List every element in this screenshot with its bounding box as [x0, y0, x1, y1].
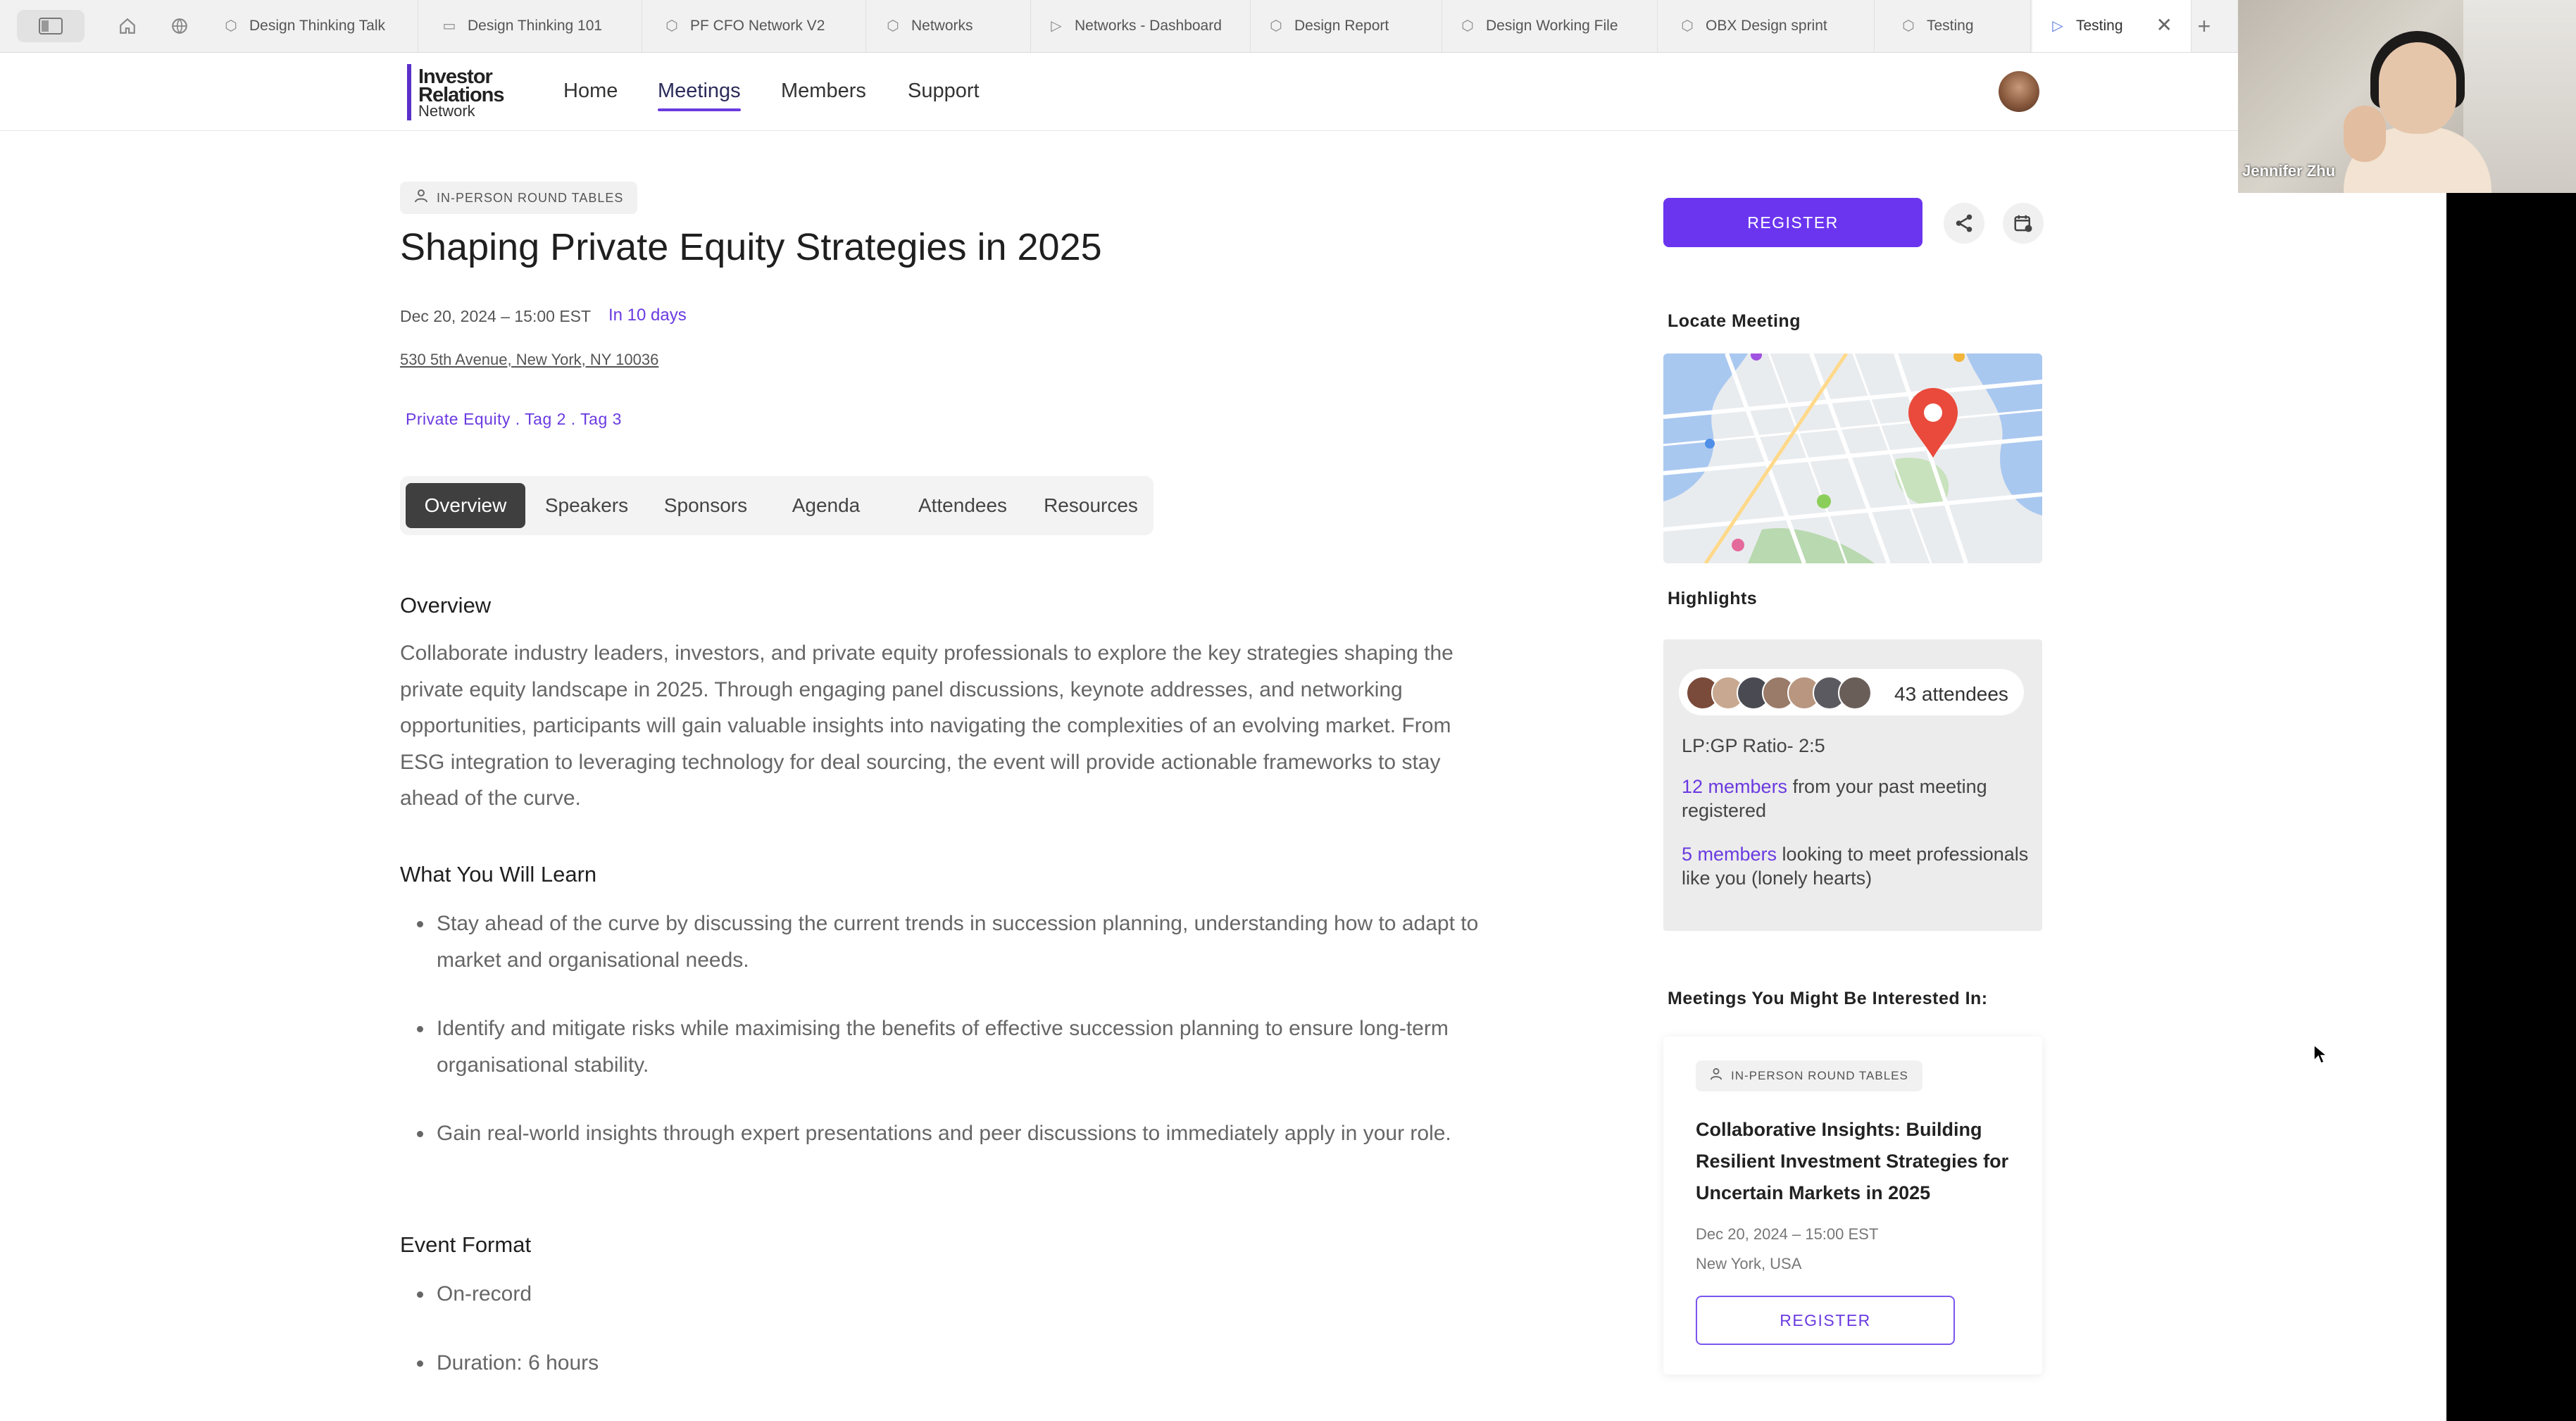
person-icon	[1710, 1068, 1722, 1084]
attendees-pill[interactable]	[1679, 669, 2024, 715]
tab-overview[interactable]: Overview	[406, 483, 525, 528]
logo-bar	[407, 64, 411, 120]
location-map[interactable]	[1663, 353, 2042, 563]
list-item: Gain real-world insights through expert presentations and peer discussions to immediately apply in your role.	[417, 1115, 1507, 1152]
list-item: Stay ahead of the curve by discussing the current trends in succession planning, understanding how to adapt to market and organisational needs.	[417, 906, 1507, 978]
nav-home[interactable]: Home	[563, 80, 618, 102]
calendar-add-icon[interactable]	[2003, 203, 2044, 244]
browser-tab-bar	[0, 0, 2446, 53]
nav-members[interactable]: Members	[781, 80, 866, 102]
event-countdown: In 10 days	[608, 306, 687, 325]
browser-tab[interactable]: ⬡ Design Working File	[1442, 0, 1658, 52]
new-tab-button[interactable]: +	[2197, 13, 2211, 39]
overview-paragraph: Collaborate industry leaders, investors, and private equity professionals to explore the key strategies shaping the private equity landscape in 2025. Through engaging panel discussions, keynote addresses, and networking opportunities, participants will gain valuable insights into navigating the complexities of an evolving market. From ESG integration to leveraging technology for deal sourcing, the event will provide actionable frameworks to stay ahead of the curve.	[400, 641, 1453, 810]
globe-icon[interactable]	[163, 10, 196, 42]
attendee-avatar	[1838, 676, 1872, 710]
video-participant	[2344, 106, 2386, 162]
tab-resources[interactable]: Resources	[1044, 494, 1138, 516]
comment-icon: ▭	[442, 18, 456, 34]
video-participant	[2379, 42, 2456, 134]
list-item: Identify and mitigate risks while maximising the benefits of effective succession planning to ensure long-term organisational stability.	[417, 1010, 1507, 1083]
play-icon: ▷	[2052, 18, 2063, 34]
tab-sponsors[interactable]: Sponsors	[663, 494, 748, 516]
register-button[interactable]: REGISTER	[1663, 198, 1922, 247]
content-tabs	[400, 476, 1153, 535]
browser-tab[interactable]: ▷ Networks - Dashboard	[1031, 0, 1251, 52]
list-item: Duration: 6 hours	[417, 1345, 1507, 1382]
highlights-card	[1663, 639, 2042, 931]
section-heading-format: Event Format	[400, 1232, 532, 1257]
looking-members-stat: 5 members looking to meet professionals like you (lonely hearts)	[1682, 844, 2029, 889]
video-call-thumbnail[interactable]	[2238, 0, 2576, 193]
event-date: Dec 20, 2024 – 15:00 EST	[400, 307, 592, 325]
nav-meetings[interactable]: Meetings	[658, 80, 741, 102]
browser-tab-active[interactable]: ▷ Testing ✕	[2032, 0, 2192, 52]
attendee-count: 43 attendees	[1894, 683, 2008, 705]
highlights-label: Highlights	[1668, 589, 1758, 608]
browser-tab[interactable]: ⬡ Testing	[1883, 0, 2031, 52]
figma-icon: ⬡	[1270, 18, 1282, 34]
share-icon[interactable]	[1944, 203, 1984, 244]
tab-agenda[interactable]: Agenda	[792, 494, 861, 516]
browser-tab[interactable]: ⬡ PF CFO Network V2	[646, 0, 866, 52]
tab-attendees[interactable]: Attendees	[918, 494, 1008, 516]
locate-meeting-label: Locate Meeting	[1668, 311, 1801, 331]
mouse-cursor-icon	[2313, 1044, 2328, 1068]
avatar[interactable]	[1999, 71, 2039, 112]
recommended-meeting-card[interactable]	[1663, 1037, 2042, 1375]
event-tags[interactable]: Private Equity . Tag 2 . Tag 3	[406, 410, 622, 428]
past-members-link[interactable]: 12 members	[1682, 776, 1788, 797]
recommended-meeting-date: Dec 20, 2024 – 15:00 EST	[1696, 1225, 1879, 1243]
browser-tab[interactable]: ⬡ Networks	[868, 0, 1031, 52]
past-members-stat: 12 members from your past meeting registered	[1682, 776, 1987, 821]
person-icon	[414, 189, 428, 207]
page-title: Shaping Private Equity Strategies in 2025	[400, 226, 1102, 268]
tab-speakers[interactable]: Speakers	[544, 494, 629, 516]
site-header	[0, 53, 2446, 131]
figma-icon: ⬡	[225, 18, 237, 34]
participant-name: Jennifer Zhu	[2242, 162, 2336, 180]
nav-support[interactable]: Support	[908, 80, 980, 102]
logo-text: Network	[418, 102, 475, 120]
category-chip: IN-PERSON ROUND TABLES	[400, 182, 637, 214]
recommendations-label: Meetings You Might Be Interested In:	[1668, 989, 1988, 1008]
browser-tab[interactable]: ⬡ OBX Design sprint	[1662, 0, 1875, 52]
logo-text: Relations	[418, 84, 504, 106]
figma-icon: ⬡	[887, 18, 899, 34]
play-icon: ▷	[1051, 18, 1062, 34]
logo-text: Investor	[418, 65, 492, 88]
browser-tab[interactable]: ▭ Design Thinking 101	[424, 0, 642, 52]
sidebar-toggle-icon[interactable]	[17, 10, 85, 42]
figma-icon: ⬡	[1902, 18, 1915, 34]
lp-gp-ratio: LP:GP Ratio- 2:5	[1682, 735, 1825, 756]
list-item: On-record	[417, 1276, 1507, 1313]
looking-members-link[interactable]: 5 members	[1682, 844, 1777, 865]
recommended-meeting-title[interactable]: Collaborative Insights: Building Resilient Investment Strategies for Uncertain Markets in 2025	[1696, 1119, 2009, 1203]
browser-tab[interactable]: ⬡ Design Thinking Talk	[206, 0, 418, 52]
figma-icon: ⬡	[665, 18, 678, 34]
figma-icon: ⬡	[1681, 18, 1694, 34]
event-address-link[interactable]: 530 5th Avenue, New York, NY 10036	[400, 351, 659, 368]
section-heading-learn: What You Will Learn	[400, 862, 597, 887]
close-tab-icon[interactable]: ✕	[2156, 14, 2172, 36]
category-chip: IN-PERSON ROUND TABLES	[1696, 1060, 1922, 1091]
section-heading-overview: Overview	[400, 593, 492, 618]
figma-icon: ⬡	[1461, 18, 1474, 34]
recommended-meeting-location: New York, USA	[1696, 1255, 1802, 1272]
browser-tab[interactable]: ⬡ Design Report	[1251, 0, 1442, 52]
home-icon[interactable]	[111, 10, 144, 42]
recommended-register-button[interactable]: REGISTER	[1696, 1296, 1955, 1345]
